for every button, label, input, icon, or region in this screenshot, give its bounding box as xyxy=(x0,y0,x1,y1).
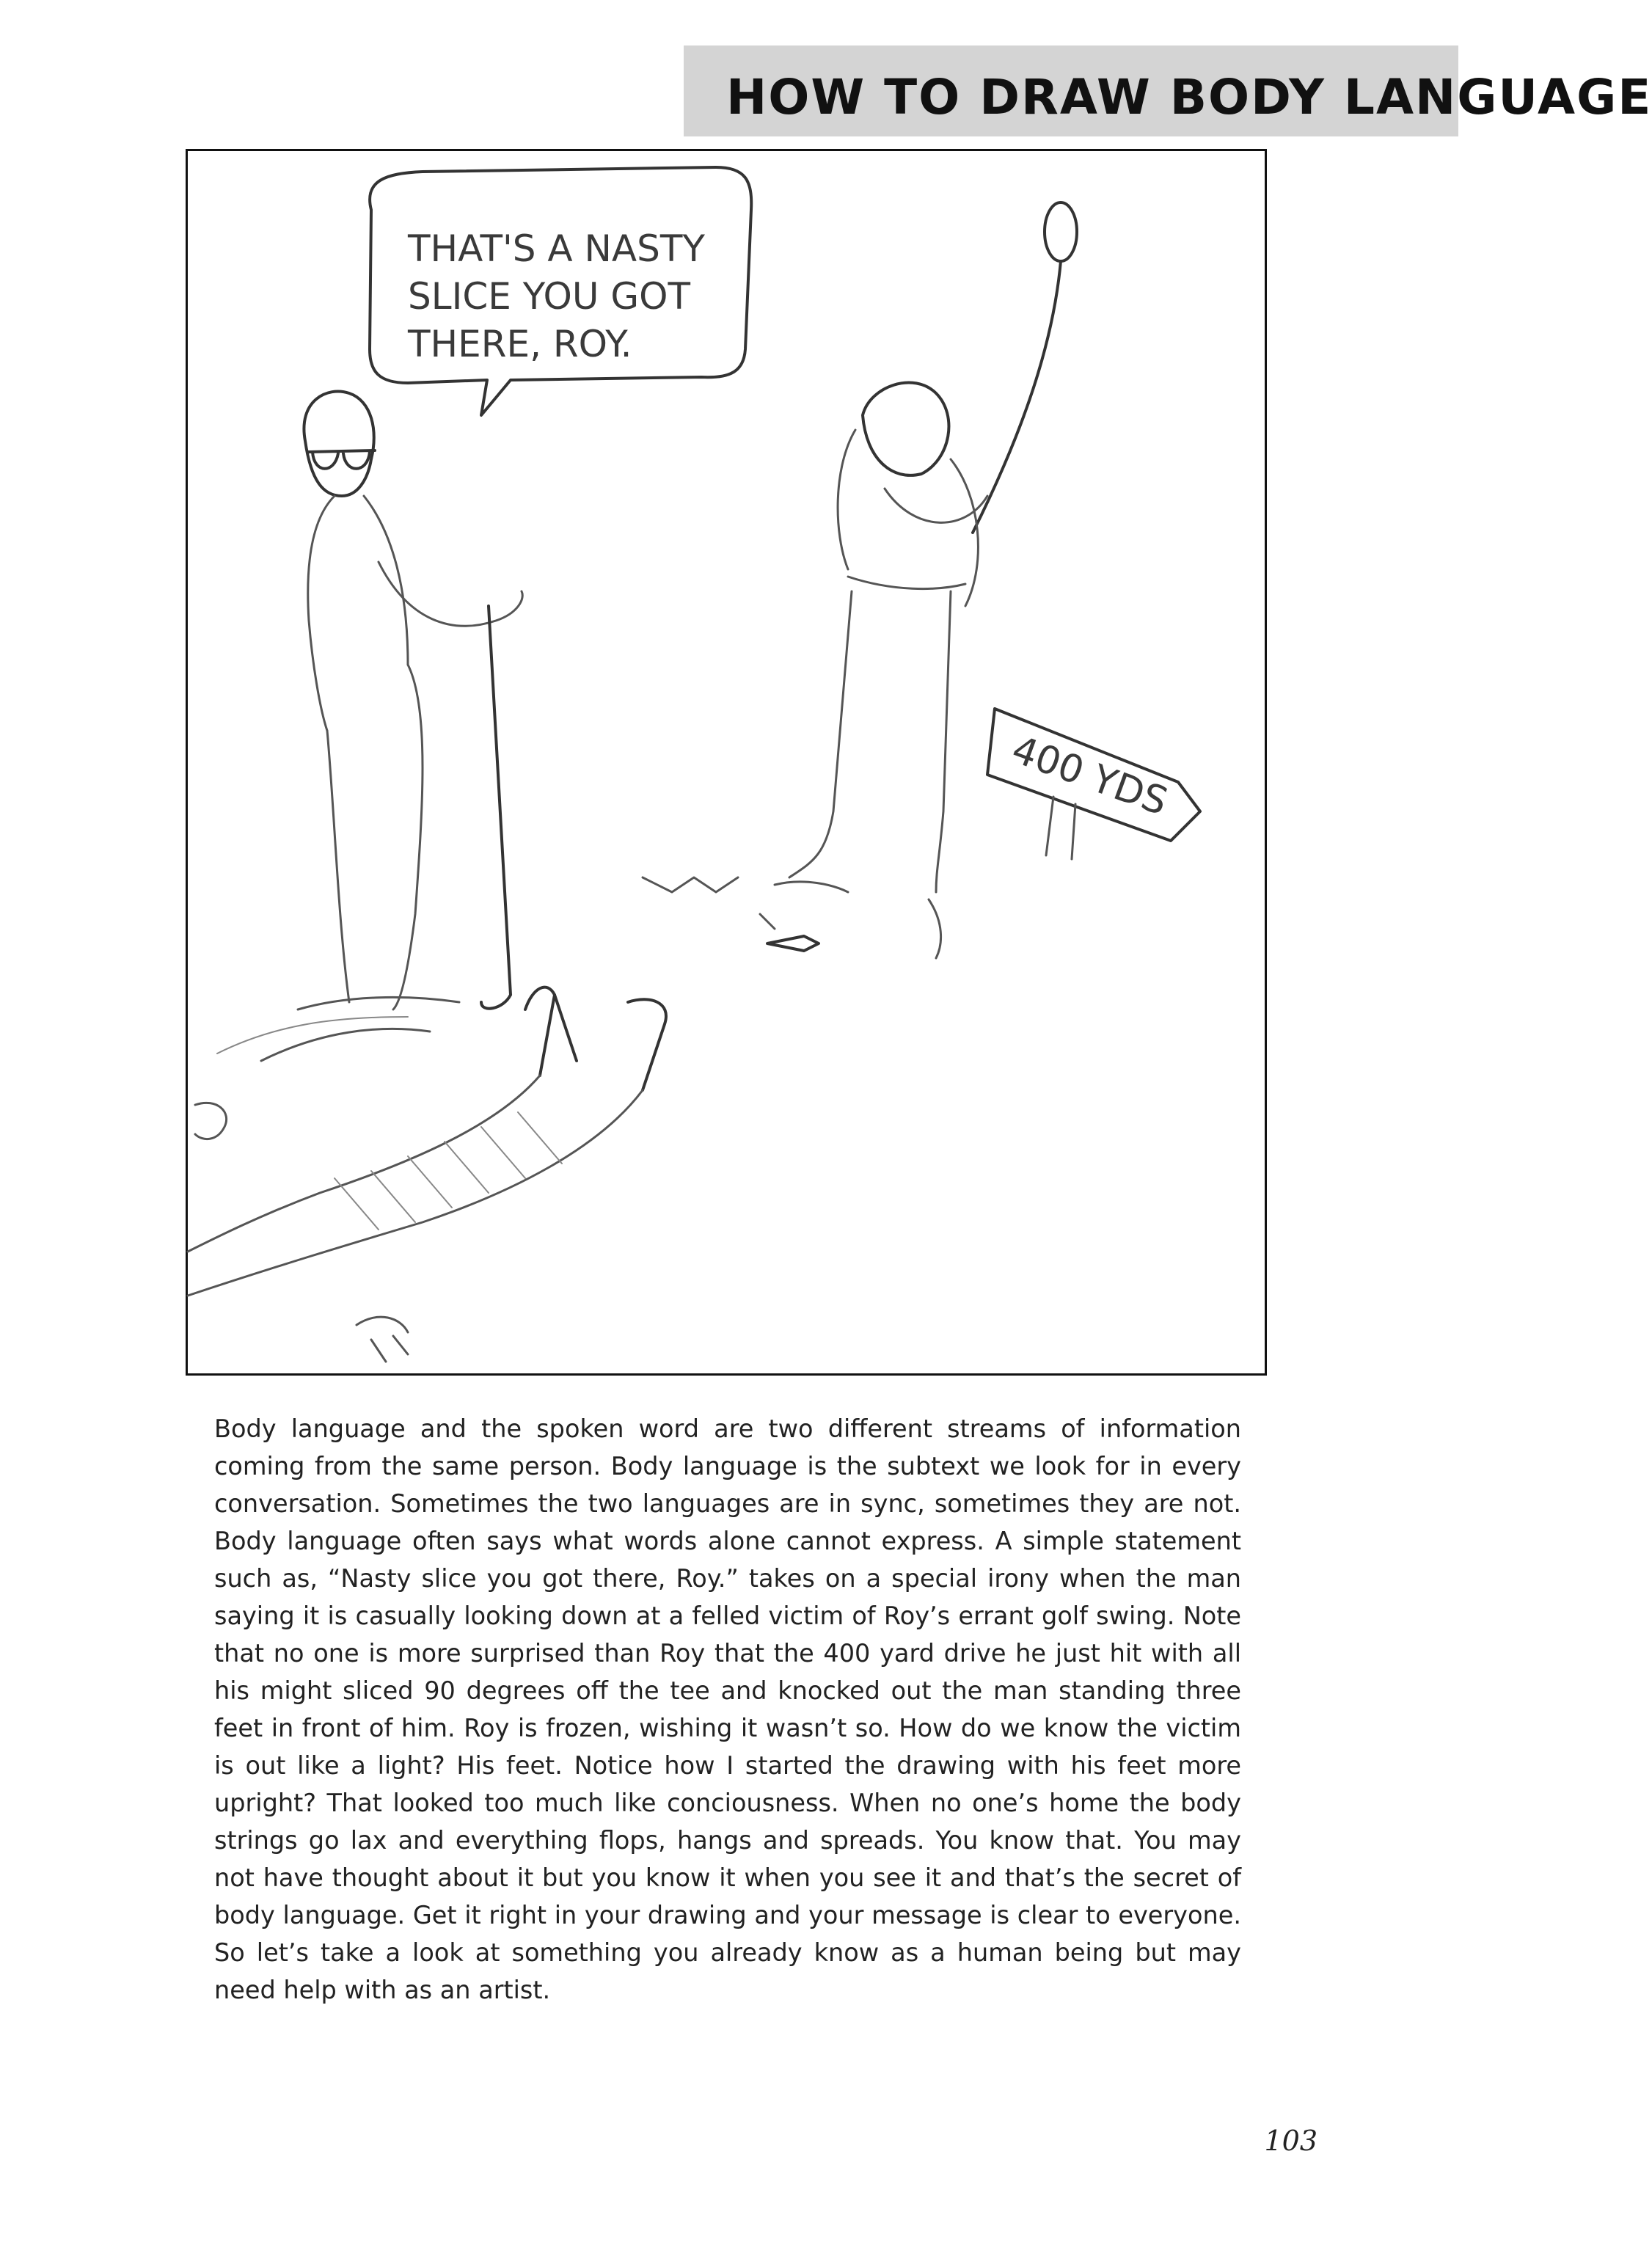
yardage-sign xyxy=(987,709,1200,859)
golf-tee xyxy=(643,877,819,951)
bubble-line-3: THERE, ROY. xyxy=(408,323,632,365)
illustration-frame xyxy=(186,149,1267,1376)
bubble-line-2: SLICE YOU GOT xyxy=(408,275,691,318)
speech-bubble xyxy=(370,167,751,415)
body-paragraph: Body language and the spoken word are two different streams of information coming from the same person. Body language is the subtext we look for in every conversation. Sometimes the two languages are in sync, sometimes they are not. Body language often says what words alone cannot express. A simple statement such as, “Nasty slice you got there, Roy.” takes on a special irony when the man saying it is casually looking down at a felled victim of Roy’s errant golf swing. Note that no one is more surprised than Roy that the 400 yard drive he just hit with all his might sliced 90 degrees off the tee and knocked out the man standing three feet in front of him. Roy is frozen, wishing it wasn’t so. How do we know the victim is out like a light? His feet. Notice how I started the drawing with his feet more upright? That looked too much like conciousness. When no one’s home the body strings go lax and everything flops, hangs and spreads. You know that. You may not have thought about it but you know it when you see it and that’s the secret of body language. Get it right in your drawing and your message is clear to everyone. So let’s take a look at something you already know as a human being but may need help with as an artist. xyxy=(214,1414,1241,2004)
golf-cartoon-illustration xyxy=(188,151,1265,1373)
bubble-line-1: THAT'S A NASTY xyxy=(408,227,705,270)
felled-victim-figure xyxy=(188,987,666,1362)
roy-golfer-figure xyxy=(775,202,1077,958)
page-number: 103 xyxy=(1264,2125,1317,2157)
bald-man-figure xyxy=(217,392,522,1061)
sign-label: 400 YDS xyxy=(1006,727,1174,825)
page-title: HOW TO DRAW BODY LANGUAGE xyxy=(726,69,1652,125)
